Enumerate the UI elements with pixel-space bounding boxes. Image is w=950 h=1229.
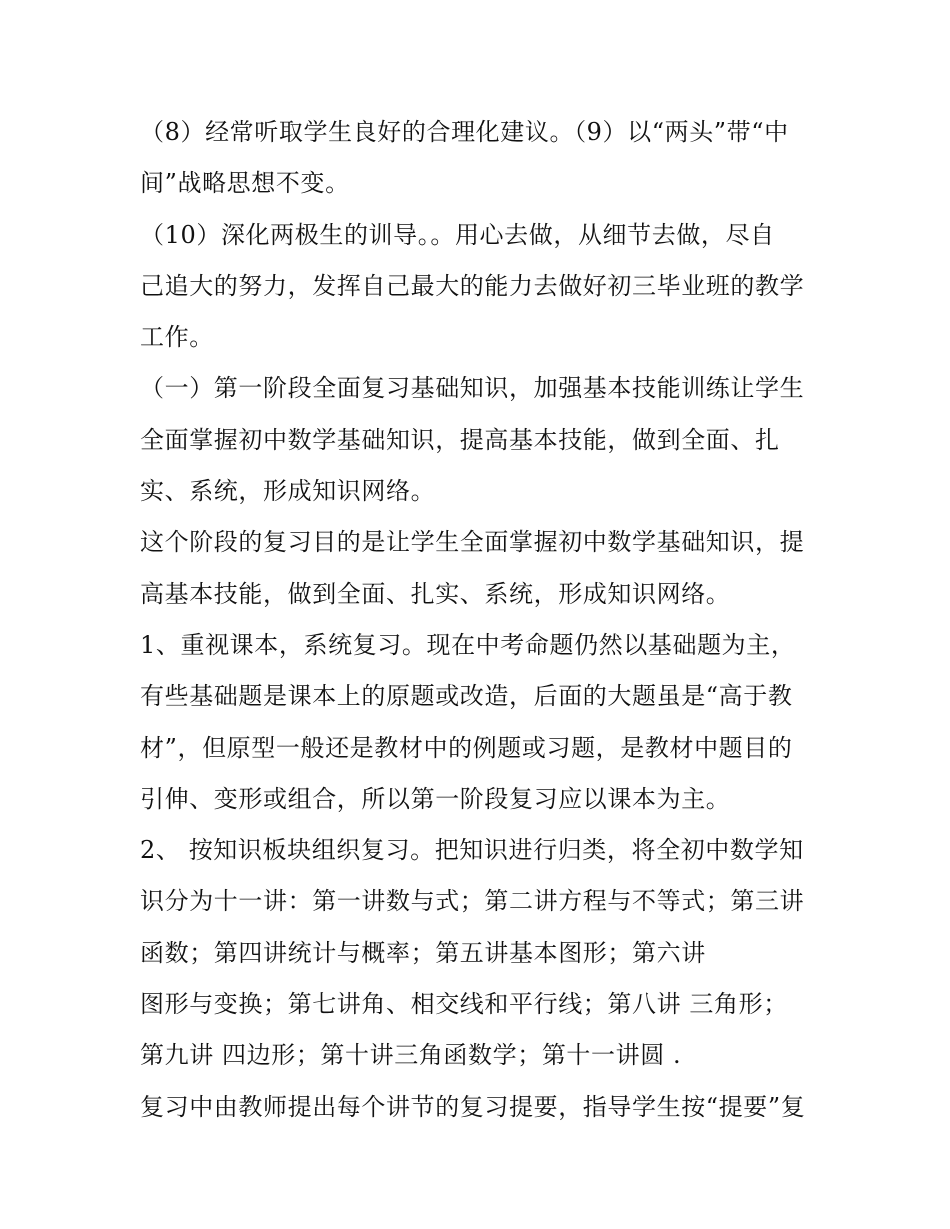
- text-line: 材”，但原型一般还是教材中的例题或习题，是教材中题目的: [140, 733, 793, 762]
- text-line: 复习中由教师提出每个讲节的复习提要，指导学生按“提要”复: [140, 1092, 806, 1121]
- text-line: 有些基础题是课本上的原题或改造，后面的大题虽是“高于教: [140, 682, 793, 711]
- text-line: 图形与变换；第七讲角、相交线和平行线；第八讲 三角形；: [140, 990, 788, 1019]
- text-line: 这个阶段的复习目的是让学生全面掌握初中数学基础知识，提: [140, 528, 805, 557]
- document-body: [140, 107, 820, 1133]
- text-line: 1、重视课本，系统复习。现在中考命题仍然以基础题为主，: [140, 630, 796, 659]
- text-line: 第九讲 四边形；第十讲三角函数学；第十一讲圆 .: [140, 1041, 682, 1070]
- text-line: （10）深化两极生的训导。。用心去做，从细节去做，尽自: [140, 220, 775, 249]
- text-line: 引伸、变形或组合，所以第一阶段复习应以课本为主。: [140, 784, 731, 813]
- text-line: （8）经常听取学生良好的合理化建议。（9）以“两头”带“中: [140, 118, 789, 146]
- text-line: 识分为十一讲：第一讲数与式；第二讲方程与不等式；第三讲: [140, 887, 805, 916]
- text-line: 2、 按知识板块组织复习。把知识进行归类，将全初中数学知: [140, 836, 804, 865]
- text-line: 高基本技能，做到全面、扎实、系统，形成知识网络。: [140, 579, 731, 608]
- text-line: 间”战略思想不变。: [140, 169, 350, 198]
- text-line: 工作。: [140, 323, 214, 352]
- text-line: 函数；第四讲统计与概率；第五讲基本图形；第六讲: [140, 938, 706, 967]
- text-line: 全面掌握初中数学基础知识，提高基本技能，做到全面、扎: [140, 425, 780, 454]
- text-line: （一）第一阶段全面复习基础知识，加强基本技能训练让学生: [140, 374, 805, 403]
- text-line: 实、系统，形成知识网络。: [140, 477, 436, 506]
- text-line: 己追大的努力，发挥自己最大的能力去做好初三毕业班的教学: [140, 271, 805, 300]
